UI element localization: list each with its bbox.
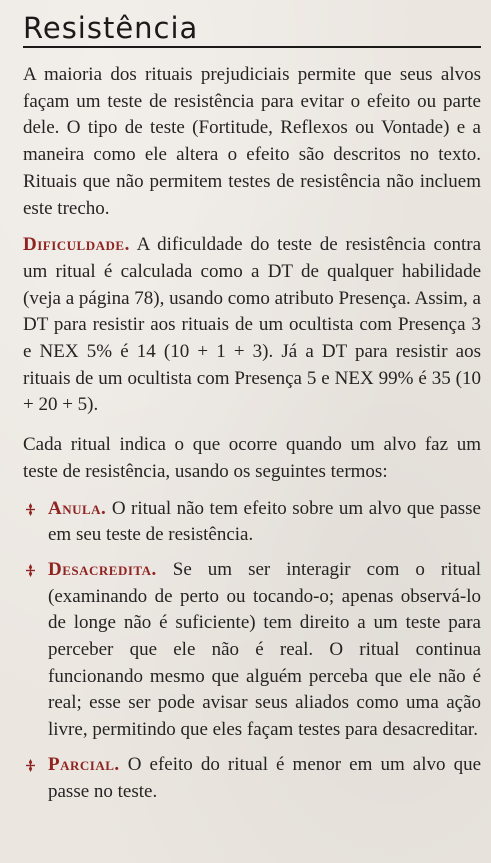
ornamental-bullet-icon	[25, 759, 36, 772]
term-item-parcial	[23, 752, 481, 805]
intro-paragraph: A maioria dos rituais prejudiciais permite que seus alvos façam um teste de resistência para evitar o efeito ou parte dele. O tipo de teste (Fortitude, Reflexos ou Vontade) e a maneira como ele altera o efeito são descritos no texto. Rituais que não permitem testes de resistência não incluem este trecho.	[23, 64, 481, 219]
terms-list	[23, 496, 481, 806]
term-label: Anula.	[48, 497, 107, 519]
ornamental-bullet-icon	[25, 564, 36, 577]
term-text: Se um ser interagir com o ritual (examinando de perto ou tocando-o; apenas observá-lo de longe não é suficiente) tem direito a um teste para perceber que ele não é real. O ritual continua funcionando mesmo que alguém perceba que ele não é real; esse ser pode avisar seus aliados como uma ação livre, permitindo que eles façam testes para desacreditar.	[48, 558, 482, 741]
difficulty-text: A dificuldade do teste de resistência contra um ritual é calculada como a DT de qualquer habilidade (veja a página 78), usando como atributo Presença. Assim, a DT para resistir aos rituais de um ocultista com Presença 3 e NEX 5% é 14 (10 + 1 + 3). Já a DT para resistir aos rituais de um ocultista com Presença 5 e NEX 99% é 35 (10 + 20 + 5).	[23, 234, 481, 416]
term-text: O efeito do ritual é menor em um alvo que passe no teste.	[48, 753, 482, 802]
term-text: O ritual não tem efeito sobre um alvo que passe em seu teste de resistência.	[48, 497, 481, 546]
term-label: Desacredita.	[48, 558, 157, 580]
ornamental-bullet-icon	[25, 503, 36, 516]
section-title: Resistência	[23, 10, 481, 48]
term-item-desacredita	[23, 557, 481, 744]
difficulty-paragraph	[23, 232, 481, 419]
terms-intro-paragraph: Cada ritual indica o que ocorre quando um alvo faz um teste de resistência, usando os seguintes termos:	[23, 434, 481, 482]
difficulty-label: Dificuldade.	[23, 234, 130, 256]
term-label: Parcial.	[48, 753, 120, 775]
term-item-anula	[23, 496, 481, 549]
